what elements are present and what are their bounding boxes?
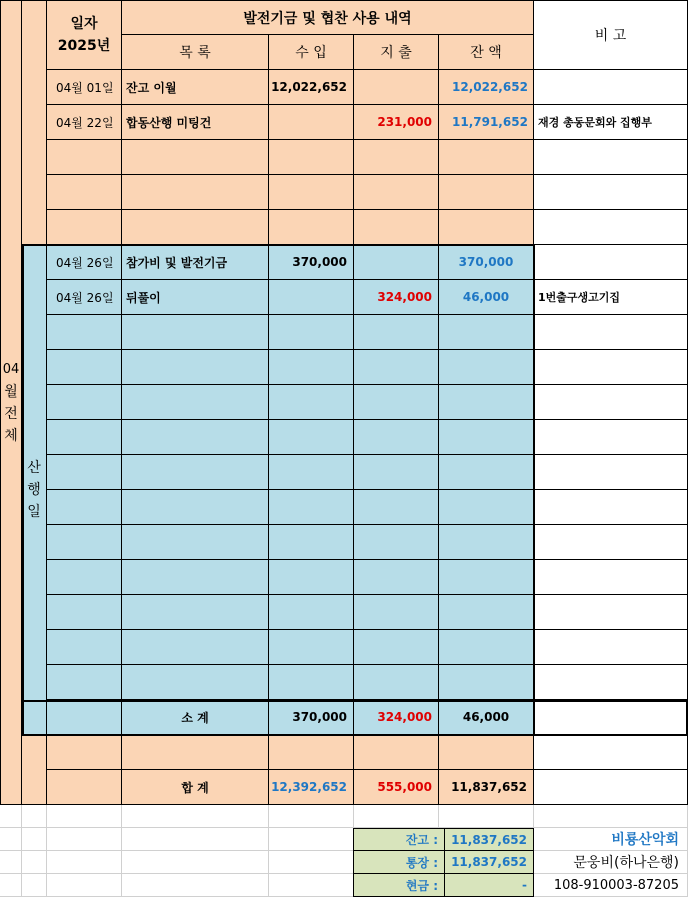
income-column-header: 수 입 <box>269 35 354 70</box>
empty-cell <box>439 560 534 595</box>
row-item: 참가비 및 발전기금 <box>122 245 269 280</box>
empty-cell <box>269 630 354 665</box>
month-label-char: 전 <box>4 405 18 422</box>
empty-cell <box>439 490 534 525</box>
empty-cell <box>439 210 534 245</box>
empty-cell <box>122 735 269 770</box>
subtotal-expense: 324,000 <box>354 700 439 735</box>
total-label: 합 계 <box>122 770 269 805</box>
row-balance: 12,022,652 <box>439 70 534 105</box>
empty-cell <box>122 665 269 700</box>
row-balance: 370,000 <box>439 245 534 280</box>
empty-cell <box>439 455 534 490</box>
empty-cell <box>354 665 439 700</box>
empty-cell <box>534 315 688 350</box>
empty-cell <box>269 175 354 210</box>
empty-cell <box>47 490 122 525</box>
row-balance: 11,791,652 <box>439 105 534 140</box>
summary-bank-label: 통장 : <box>353 851 445 874</box>
empty-cell <box>47 210 122 245</box>
empty-cell <box>122 630 269 665</box>
empty-cell <box>269 350 354 385</box>
empty-cell <box>439 315 534 350</box>
empty-cell <box>122 560 269 595</box>
empty-cell <box>534 420 688 455</box>
row-income: 12,022,652 <box>269 70 354 105</box>
empty-cell <box>47 350 122 385</box>
empty-cell <box>269 525 354 560</box>
empty-cell <box>47 851 122 874</box>
empty-cell <box>47 595 122 630</box>
empty-cell <box>534 560 688 595</box>
empty-cell <box>439 630 534 665</box>
empty-cell <box>354 350 439 385</box>
empty-cell <box>47 665 122 700</box>
total-income: 12,392,652 <box>269 770 354 805</box>
empty-cell <box>22 805 47 828</box>
empty-cell <box>439 525 534 560</box>
empty-cell <box>534 455 688 490</box>
empty-cell <box>534 385 688 420</box>
empty-cell <box>122 828 269 851</box>
empty-cell <box>122 595 269 630</box>
month-label-char: 체 <box>4 427 18 444</box>
empty-cell <box>269 874 354 897</box>
expense-column-header: 지 출 <box>354 35 439 70</box>
total-balance: 11,837,652 <box>439 770 534 805</box>
hike-label-char: 산 <box>27 459 41 476</box>
empty-cell <box>439 175 534 210</box>
empty-cell <box>269 828 354 851</box>
empty-cell <box>354 315 439 350</box>
account-holder: 문웅비(하나은행) <box>534 851 688 874</box>
empty-cell <box>354 525 439 560</box>
empty-cell <box>439 735 534 770</box>
empty-cell <box>122 805 269 828</box>
empty-cell <box>47 874 122 897</box>
empty-cell <box>534 210 688 245</box>
subtotal-label: 소 계 <box>122 700 269 735</box>
empty-cell <box>122 455 269 490</box>
empty-cell <box>269 210 354 245</box>
empty-cell <box>0 828 22 851</box>
empty-cell <box>122 140 269 175</box>
empty-cell <box>439 140 534 175</box>
empty-cell <box>534 665 688 700</box>
empty-cell <box>269 665 354 700</box>
row-expense <box>354 245 439 280</box>
row-remark <box>534 70 688 105</box>
row-income <box>269 280 354 315</box>
empty-cell <box>122 350 269 385</box>
empty-cell <box>354 560 439 595</box>
empty-cell <box>47 560 122 595</box>
balance-column-header: 잔 액 <box>439 35 534 70</box>
row-item: 잔고 이월 <box>122 70 269 105</box>
empty-cell <box>534 350 688 385</box>
empty-cell <box>122 210 269 245</box>
empty-cell <box>47 175 122 210</box>
empty-cell <box>47 455 122 490</box>
empty-cell <box>47 140 122 175</box>
row-remark: 1번출구생고기집 <box>534 280 688 315</box>
empty-cell <box>534 595 688 630</box>
empty-cell <box>122 385 269 420</box>
row-remark <box>534 245 688 280</box>
empty-cell <box>269 455 354 490</box>
row-item: 뒤풀이 <box>122 280 269 315</box>
empty-cell <box>534 525 688 560</box>
row-date: 04월 26일 <box>47 280 122 315</box>
empty-cell <box>47 315 122 350</box>
empty-cell <box>439 665 534 700</box>
side-spacer-bottom <box>22 735 47 805</box>
date-header-year: 2025년 <box>57 38 111 54</box>
total-date-cell <box>47 770 122 805</box>
empty-cell <box>534 175 688 210</box>
remark-column-header: 비 고 <box>534 0 688 70</box>
empty-cell <box>354 595 439 630</box>
row-date: 04월 22일 <box>47 105 122 140</box>
row-remark: 재경 총동문회와 집행부 <box>534 105 688 140</box>
empty-cell <box>354 490 439 525</box>
row-income: 370,000 <box>269 245 354 280</box>
subtotal-remark <box>534 700 688 735</box>
month-label-column <box>0 0 22 805</box>
empty-cell <box>354 385 439 420</box>
date-header <box>47 0 122 70</box>
empty-cell <box>0 874 22 897</box>
item-column-header: 목 록 <box>122 35 269 70</box>
empty-cell <box>439 420 534 455</box>
empty-cell <box>22 851 47 874</box>
empty-cell <box>354 735 439 770</box>
summary-cash-value: - <box>445 874 534 897</box>
account-number: 108-910003-87205 <box>534 874 688 897</box>
summary-cash-label: 현금 : <box>353 874 445 897</box>
summary-balance-value: 11,837,652 <box>445 828 534 851</box>
row-expense: 324,000 <box>354 280 439 315</box>
empty-cell <box>269 490 354 525</box>
summary-bank-value: 11,837,652 <box>445 851 534 874</box>
empty-cell <box>534 490 688 525</box>
month-label-char: 월 <box>4 383 18 400</box>
empty-cell <box>269 805 354 828</box>
empty-cell <box>122 175 269 210</box>
hike-label-char: 행 <box>27 481 41 498</box>
empty-cell <box>0 851 22 874</box>
empty-cell <box>534 630 688 665</box>
empty-cell <box>47 805 122 828</box>
empty-cell <box>354 175 439 210</box>
empty-cell <box>47 385 122 420</box>
org-name: 비룡산악회 <box>534 828 688 851</box>
row-date: 04월 01일 <box>47 70 122 105</box>
empty-cell <box>122 490 269 525</box>
empty-cell <box>354 455 439 490</box>
empty-cell <box>47 630 122 665</box>
empty-cell <box>269 140 354 175</box>
empty-cell <box>0 805 22 828</box>
empty-cell <box>122 874 269 897</box>
subtotal-income: 370,000 <box>269 700 354 735</box>
empty-cell <box>47 735 122 770</box>
row-expense <box>354 70 439 105</box>
empty-cell <box>534 805 688 828</box>
row-balance: 46,000 <box>439 280 534 315</box>
empty-cell <box>122 315 269 350</box>
empty-cell <box>269 735 354 770</box>
empty-cell <box>122 851 269 874</box>
empty-cell <box>269 385 354 420</box>
empty-cell <box>439 385 534 420</box>
empty-cell <box>269 851 354 874</box>
total-expense: 555,000 <box>354 770 439 805</box>
empty-cell <box>122 525 269 560</box>
hike-label-char: 일 <box>27 503 41 520</box>
empty-cell <box>534 735 688 770</box>
empty-cell <box>534 140 688 175</box>
empty-cell <box>439 805 534 828</box>
row-income <box>269 105 354 140</box>
empty-cell <box>354 805 439 828</box>
row-item: 합동산행 미팅건 <box>122 105 269 140</box>
empty-cell <box>269 315 354 350</box>
empty-cell <box>269 595 354 630</box>
empty-cell <box>354 630 439 665</box>
empty-cell <box>47 525 122 560</box>
table-title: 발전기금 및 협찬 사용 내역 <box>122 0 534 35</box>
row-expense: 231,000 <box>354 105 439 140</box>
month-label-char: 04 <box>2 361 20 377</box>
empty-cell <box>47 420 122 455</box>
date-header-label: 일자 <box>70 16 98 32</box>
empty-cell <box>269 560 354 595</box>
empty-cell <box>354 420 439 455</box>
side-spacer-top <box>22 0 47 245</box>
hike-label-column <box>22 245 47 735</box>
empty-cell <box>22 874 47 897</box>
empty-cell <box>439 350 534 385</box>
empty-cell <box>439 595 534 630</box>
subtotal-date-cell <box>47 700 122 735</box>
empty-cell <box>269 420 354 455</box>
empty-cell <box>47 828 122 851</box>
total-remark <box>534 770 688 805</box>
subtotal-balance: 46,000 <box>439 700 534 735</box>
empty-cell <box>122 420 269 455</box>
empty-cell <box>22 828 47 851</box>
empty-cell <box>354 210 439 245</box>
row-date: 04월 26일 <box>47 245 122 280</box>
empty-cell <box>354 140 439 175</box>
summary-balance-label: 잔고 : <box>353 828 445 851</box>
